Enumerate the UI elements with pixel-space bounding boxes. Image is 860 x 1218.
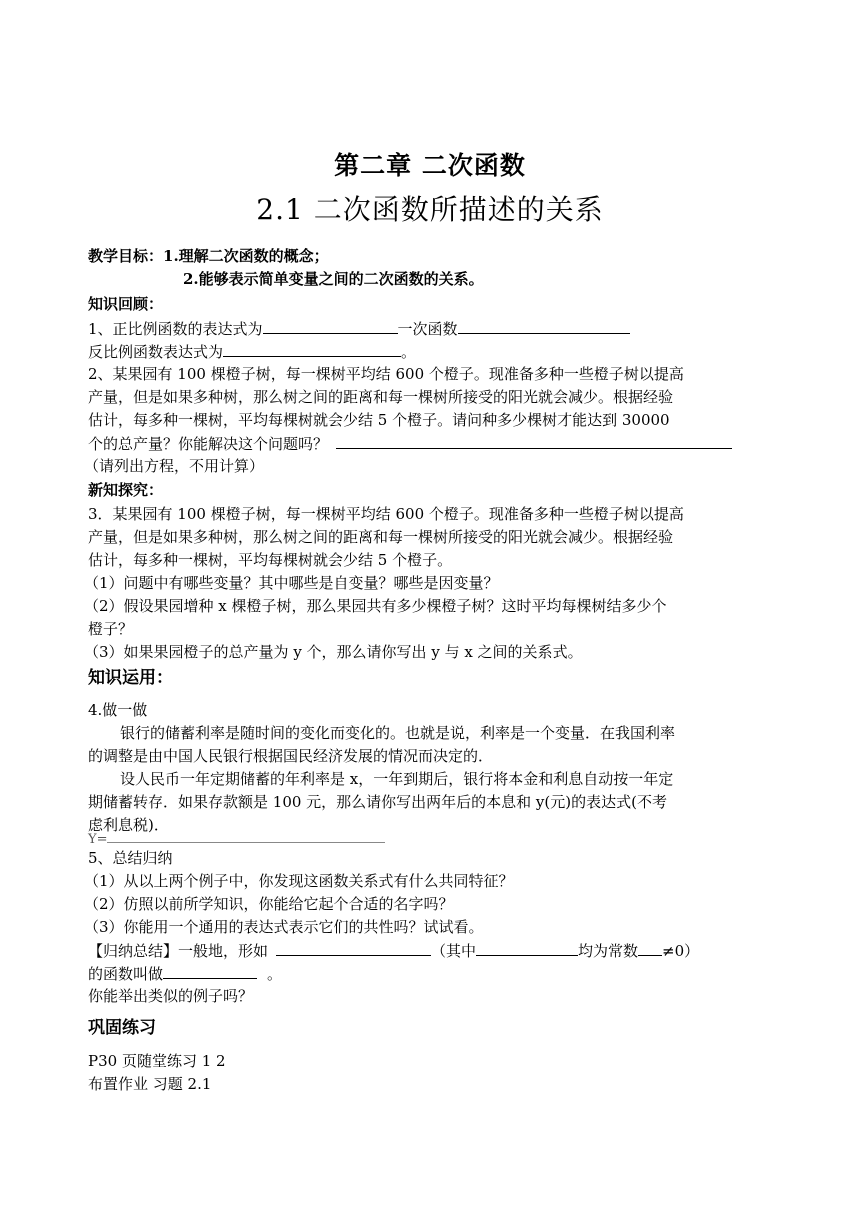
explore-sub-2-line-2: 橙子？	[88, 620, 134, 638]
summary-text-c: 均为常数	[578, 942, 639, 960]
practice-line-1: P30 页随堂练习 1 2	[88, 1052, 226, 1070]
apply-p2-line-2: 期储蓄转存．如果存款额是 100 元，那么请你写出两年后的本息和 y(元)的表达式(不考	[88, 793, 667, 811]
practice-line-2: 布置作业 习题 2.1	[88, 1075, 212, 1093]
review-q2-line-4	[88, 433, 732, 454]
explore-sub-1: （1）问题中有哪些变量？其中哪些是自变量？哪些是因变量？	[84, 574, 499, 592]
review-q1-text-a: 1、正比例函数的表达式为	[88, 320, 263, 338]
goal-item-2: 2.能够表示简单变量之间的二次函数的关系。	[183, 270, 484, 288]
blank-constants[interactable]	[476, 940, 578, 956]
summary-end: 。	[267, 965, 283, 983]
summary-text-b: （其中	[431, 942, 477, 960]
apply-q4-title: 4.做一做	[88, 701, 148, 719]
review-q2-text: 个的总产量？你能解决这个问题吗？	[88, 435, 329, 453]
blank-inverse[interactable]	[223, 341, 401, 357]
apply-q5-sub-2: （2）仿照以前所学知识，你能给它起个合适的名字吗？	[84, 895, 454, 913]
examples-question: 你能举出类似的例子吗？	[88, 987, 254, 1005]
goals-line-1	[88, 246, 329, 266]
explore-q3-line-1: 3．某果园有 100 棵橙子树，每一棵树平均结 600 个橙子。现准备多种一些橙子树以提高	[88, 505, 684, 523]
summary-line-2	[88, 963, 282, 984]
blank-function-name[interactable]	[163, 963, 257, 979]
blank-equation[interactable]	[336, 433, 732, 449]
apply-q5-sub-1: （1）从以上两个例子中，你发现这函数关系式有什么共同特征？	[84, 872, 514, 890]
blank-general-form[interactable]	[276, 940, 431, 956]
review-q2-line-3: 估计，每多种一棵树，平均每棵树就会少结 5 个橙子。请问种多少棵树才能达到 30000	[88, 411, 670, 429]
blank-y-expression[interactable]	[107, 827, 385, 843]
goals-label: 教学目标：	[88, 247, 164, 265]
blank-nonzero[interactable]	[638, 940, 662, 956]
summary-text-e: 的函数叫做	[88, 965, 164, 983]
review-q1-text-b: 一次函数	[397, 320, 458, 338]
summary-text-a: 【归纳总结】一般地，形如	[88, 942, 269, 960]
apply-heading: 知识运用：	[88, 668, 173, 688]
apply-q5-title: 5、总结归纳	[88, 849, 173, 867]
y-label: Y=	[88, 832, 108, 847]
apply-q5-sub-3: （3）你能用一个通用的表达式表示它们的共性吗？试试看。	[84, 918, 484, 936]
review-q1-text-c: 反比例函数表达式为	[88, 343, 224, 361]
goal-item-1: 1.理解二次函数的概念；	[163, 247, 329, 265]
section-title: 2.1 二次函数所描述的关系	[256, 193, 604, 226]
y-answer-line	[88, 827, 385, 850]
practice-heading: 巩固练习	[88, 1018, 156, 1038]
review-q1-line-2	[88, 341, 416, 362]
summary-text-d: ≠0）	[662, 942, 700, 960]
blank-linear[interactable]	[458, 318, 630, 334]
summary-line-1	[88, 940, 699, 961]
review-q1-end: 。	[401, 343, 417, 361]
apply-p1-line-2: 的调整是由中国人民银行根据国民经济发展的情况而决定的．	[88, 747, 494, 765]
explore-q3-line-3: 估计，每多种一棵树，平均每棵树就会少结 5 个橙子。	[88, 551, 453, 569]
review-q2-line-2: 产量，但是如果多种树，那么树之间的距离和每一棵树所接受的阳光就会减少。根据经验	[88, 388, 674, 406]
apply-p2-line-3: 虑利息税)．	[88, 816, 169, 834]
review-q2-line-1: 2、某果园有 100 棵橙子树，每一棵树平均结 600 个橙子。现准备多种一些橙子树以提高	[88, 365, 684, 383]
review-q2-line-5: （请列出方程，不用计算）	[84, 457, 265, 475]
apply-p2-line-1: 设人民币一年定期储蓄的年利率是 x，一年到期后，银行将本金和利息自动按一年定	[120, 770, 674, 788]
explore-q3-line-2: 产量，但是如果多种树，那么树之间的距离和每一棵树所接受的阳光就会减少。根据经验	[88, 528, 674, 546]
explore-sub-2-line-1: （2）假设果园增种 x 棵橙子树，那么果园共有多少棵橙子树？这时平均每棵树结多少个	[84, 597, 667, 615]
explore-heading: 新知探究：	[88, 481, 164, 499]
explore-sub-3: （3）如果果园橙子的总产量为 y 个，那么请你写出 y 与 x 之间的关系式。	[84, 643, 583, 661]
review-q1-line-1	[88, 318, 630, 339]
blank-proportional[interactable]	[263, 318, 398, 334]
apply-p1-line-1: 银行的储蓄利率是随时间的变化而变化的。也就是说，利率是一个变量．在我国利率	[120, 724, 676, 742]
review-heading: 知识回顾：	[88, 295, 164, 313]
chapter-title: 第二章 二次函数	[334, 151, 526, 180]
